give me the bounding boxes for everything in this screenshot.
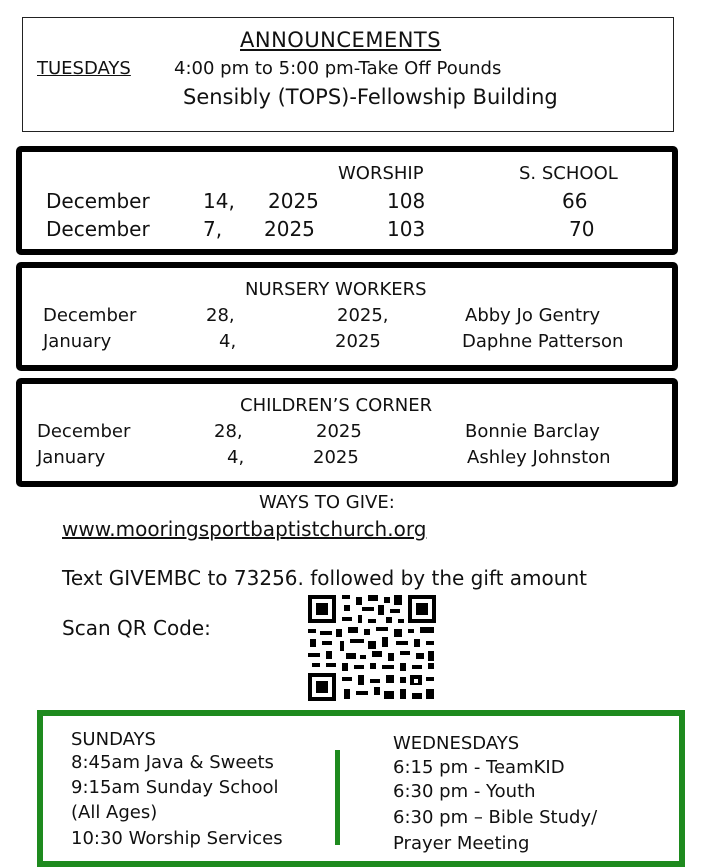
children-day: 28, bbox=[214, 421, 243, 442]
children-month: January bbox=[37, 447, 106, 468]
nursery-title: NURSERY WORKERS bbox=[245, 279, 427, 300]
childrens-corner-title: CHILDREN’S CORNER bbox=[240, 395, 433, 416]
wednesday-item: Prayer Meeting bbox=[393, 833, 530, 854]
children-year: 2025 bbox=[313, 447, 359, 468]
sunday-item: 10:30 Worship Services bbox=[71, 828, 283, 849]
sunday-item: 9:15am Sunday School bbox=[71, 777, 279, 798]
nursery-day: 4, bbox=[219, 331, 237, 352]
announcements-title: ANNOUNCEMENTS bbox=[240, 28, 442, 52]
nursery-name: Abby Jo Gentry bbox=[465, 305, 601, 326]
schedule-divider bbox=[335, 750, 340, 845]
attendance-school: 66 bbox=[562, 189, 588, 213]
sunday-item: (All Ages) bbox=[71, 802, 158, 823]
attendance-day: 14, bbox=[203, 189, 235, 213]
worship-header: WORSHIP bbox=[338, 163, 424, 184]
children-name: Bonnie Barclay bbox=[465, 421, 600, 442]
nursery-year: 2025 bbox=[335, 331, 381, 352]
nursery-year: 2025, bbox=[337, 305, 389, 326]
wednesday-item: 6:15 pm - TeamKID bbox=[393, 757, 565, 778]
wednesdays-title: WEDNESDAYS bbox=[393, 733, 520, 754]
nursery-day: 28, bbox=[206, 305, 235, 326]
nursery-name: Daphne Patterson bbox=[462, 331, 624, 352]
scan-qr-label: Scan QR Code: bbox=[62, 616, 211, 640]
wednesday-item: 6:30 pm - Youth bbox=[393, 781, 536, 802]
announcements-day: TUESDAYS bbox=[37, 58, 131, 79]
attendance-month: December bbox=[46, 217, 150, 241]
church-website-link[interactable]: www.mooringsportbaptistchurch.org bbox=[62, 517, 427, 541]
qr-code[interactable] bbox=[306, 593, 438, 703]
children-name: Ashley Johnston bbox=[467, 447, 611, 468]
attendance-day: 7, bbox=[203, 217, 223, 241]
school-header: S. SCHOOL bbox=[519, 163, 618, 184]
attendance-year: 2025 bbox=[264, 217, 315, 241]
attendance-month: December bbox=[46, 189, 150, 213]
nursery-month: January bbox=[43, 331, 112, 352]
children-day: 4, bbox=[227, 447, 245, 468]
nursery-month: December bbox=[43, 305, 137, 326]
announcements-line2: Sensibly (TOPS)-Fellowship Building bbox=[183, 85, 558, 109]
sundays-title: SUNDAYS bbox=[71, 729, 156, 750]
ways-to-give-title: WAYS TO GIVE: bbox=[259, 492, 395, 513]
attendance-school: 70 bbox=[569, 217, 595, 241]
attendance-worship: 103 bbox=[387, 217, 426, 241]
sunday-item: 8:45am Java & Sweets bbox=[71, 752, 274, 773]
announcements-line1: 4:00 pm to 5:00 pm-Take Off Pounds bbox=[174, 58, 502, 79]
text-to-give-line: Text GIVEMBC to 73256. followed by the gift amount bbox=[62, 566, 587, 590]
wednesday-item: 6:30 pm – Bible Study/ bbox=[393, 807, 598, 828]
attendance-year: 2025 bbox=[268, 189, 319, 213]
attendance-worship: 108 bbox=[387, 189, 426, 213]
children-month: December bbox=[37, 421, 131, 442]
children-year: 2025 bbox=[316, 421, 362, 442]
